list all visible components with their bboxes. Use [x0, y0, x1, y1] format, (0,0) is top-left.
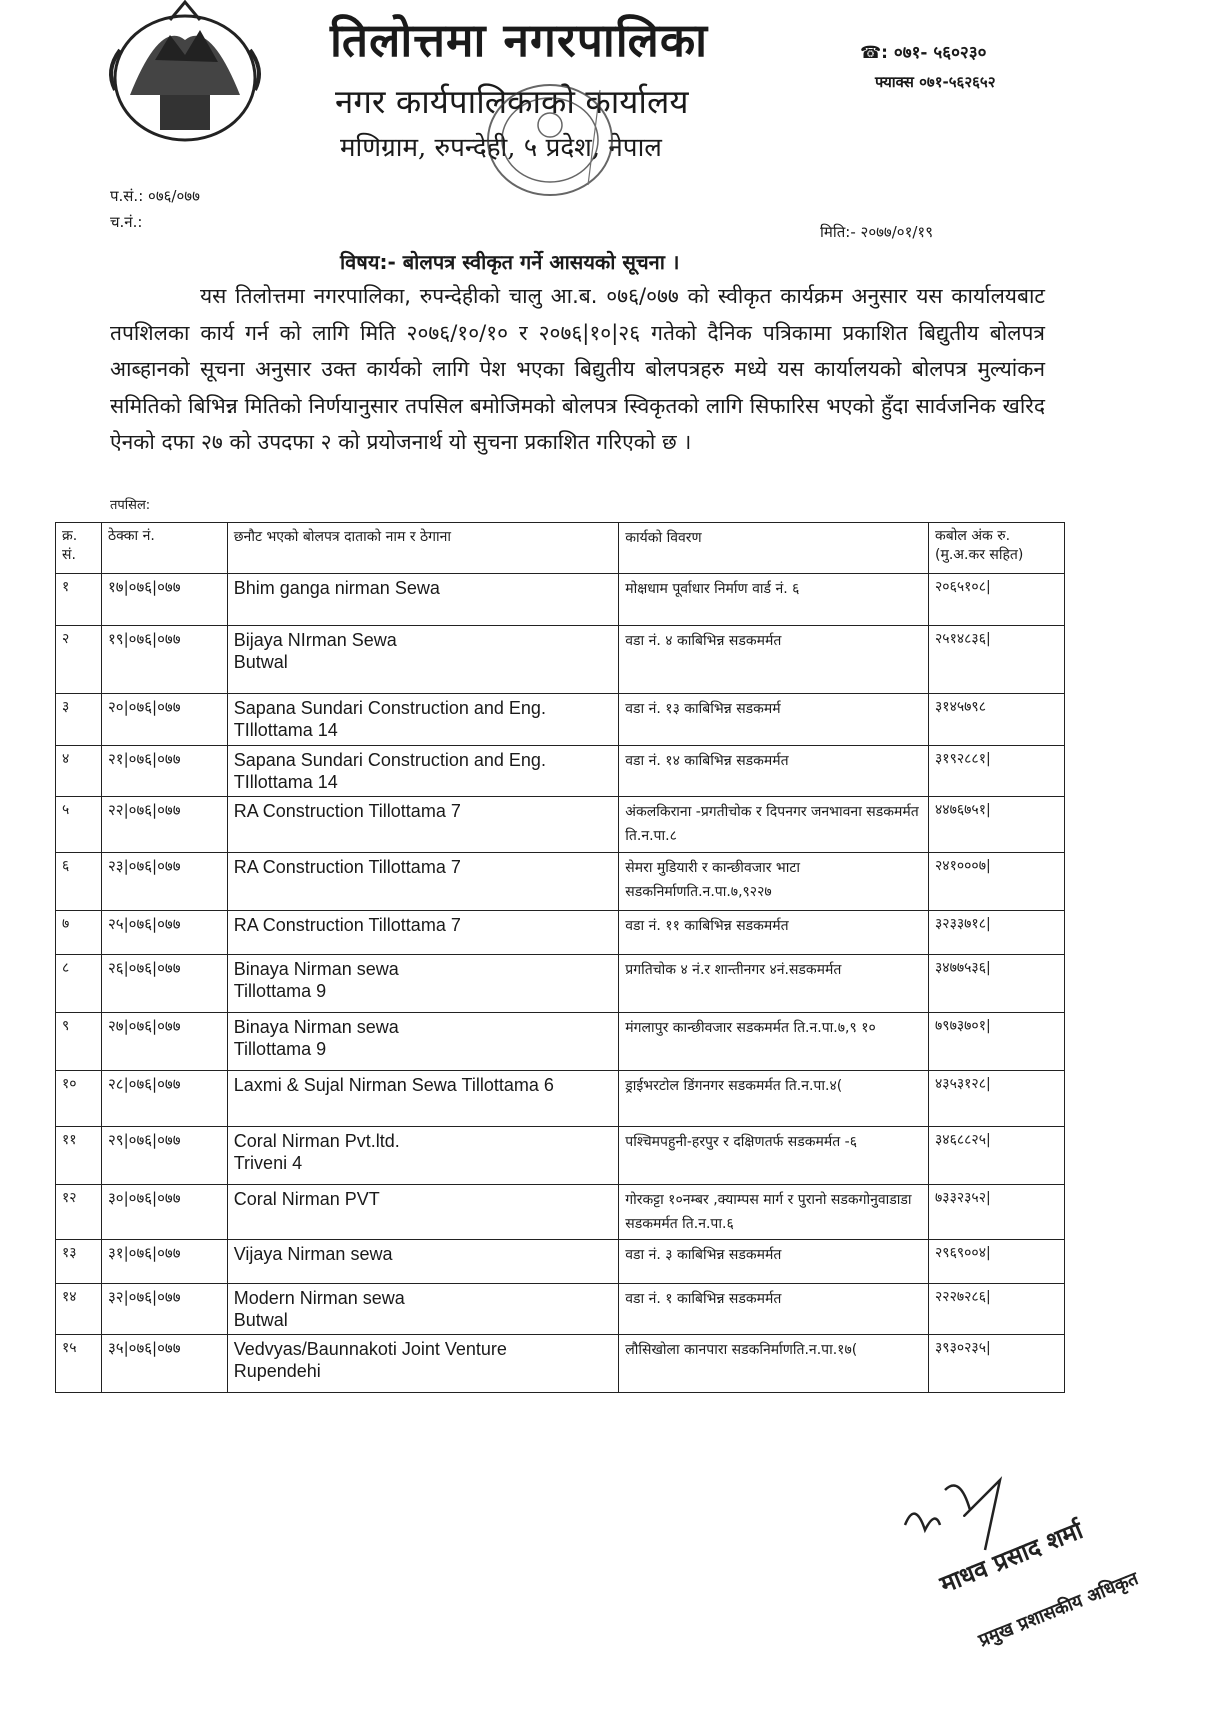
- table-row: [56, 574, 1065, 626]
- row-amount: ७३३२३५२|: [929, 1185, 1065, 1240]
- table-row: [56, 911, 1065, 955]
- row-sn: ७: [56, 911, 102, 955]
- row-amount: २०६५१०८|: [929, 574, 1065, 626]
- table-row: [56, 853, 1065, 911]
- row-amount: ३४७७५३६|: [929, 955, 1065, 1013]
- fax-number: फ्याक्स ०७१-५६२६५२: [875, 73, 996, 91]
- row-bidder: Coral Nirman PVT: [227, 1185, 619, 1240]
- header-bidder: छनौट भएको बोलपत्र दाताको नाम र ठेगाना: [227, 523, 619, 574]
- row-contract-no: ३१|०७६|०७७: [102, 1240, 228, 1284]
- signatory-title: प्रमुख प्रशासकीय अधिकृत: [975, 1568, 1142, 1652]
- row-work-description: प्रगतिचोक ४ नं.र शान्तीनगर ४नं.सडकमर्मत: [619, 955, 929, 1013]
- office-name: नगर कार्यपालिकाको कार्यालय: [335, 82, 689, 121]
- row-bidder: Vedvyas/Baunnakoti Joint Venture Rupendehi: [227, 1335, 619, 1393]
- row-sn: ८: [56, 955, 102, 1013]
- row-work-description: अंकलकिराना -प्रगतीचोक र दिपनगर जनभावना सडकमर्मत ति.न.पा.८: [619, 797, 929, 853]
- notice-body: यस तिलोत्तमा नगरपालिका, रुपन्देहीको चालु आ.ब. ०७६/०७७ को स्वीकृत कार्यक्रम अनुसार यस कार्यालयबाट तपशिलका कार्य गर्न को लागि मिति २०७६/१०/१० र २०७६|१०|२६ गतेको दैनिक पत्रिकामा प्रकाशित बिद्युतीय बोलपत्र आब्हानको सूचना अनुसार उक्त कार्यको लागि पेश भएका बिद्युतीय बोलपत्रहरु मध्ये यस कार्यालयको बोलपत्र मुल्यांकन समितिको बिभिन्न मितिको निर्णयानुसार तपसिल बमोजिमको बोलपत्र स्विकृतको लागि सिफारिस भएको हुँदा सार्वजनिक खरिद ऐनको दफा २७ को उपदफा २ को प्रयोजनार्थ यो सुचना प्रकाशित गरिएको छ ।: [110, 284, 1045, 454]
- row-work-description: सेमरा मुडियारी र कान्छीवजार भाटा सडकनिर्माणति.न.पा.७,९२२७: [619, 853, 929, 911]
- row-bidder: Sapana Sundari Construction and Eng. TIllottama 14: [227, 746, 619, 797]
- row-amount: २५१४८३६|: [929, 626, 1065, 694]
- notice-date: मिति:- २०७७/०१/१९: [820, 223, 934, 241]
- row-contract-no: २३|०७६|०७७: [102, 853, 228, 911]
- table-row: [56, 955, 1065, 1013]
- notice-subject: विषय:- बोलपत्र स्वीकृत गर्ने आसयको सूचना ।: [340, 250, 680, 274]
- row-contract-no: २५|०७६|०७७: [102, 911, 228, 955]
- table-row: [56, 1013, 1065, 1071]
- table-row: [56, 626, 1065, 694]
- row-work-description: वडा नं. ४ काबिभिन्न सडकमर्मत: [619, 626, 929, 694]
- details-label: तपसिल:: [110, 498, 151, 513]
- table-header-row: [56, 523, 1065, 574]
- row-amount: ४४७६७५१|: [929, 797, 1065, 853]
- row-work-description: वडा नं. १४ काबिभिन्न सडकमर्मत: [619, 746, 929, 797]
- row-work-description: लौसिखोला कानपारा सडकनिर्माणति.न.पा.१७(: [619, 1335, 929, 1393]
- row-contract-no: ३५|०७६|०७७: [102, 1335, 228, 1393]
- row-sn: २: [56, 626, 102, 694]
- row-amount: ३१९२८८१|: [929, 746, 1065, 797]
- row-contract-no: ३०|०७६|०७७: [102, 1185, 228, 1240]
- row-amount: ३१४५७९८: [929, 694, 1065, 746]
- row-contract-no: १७|०७६|०७७: [102, 574, 228, 626]
- row-sn: ४: [56, 746, 102, 797]
- table-row: [56, 746, 1065, 797]
- row-sn: ३: [56, 694, 102, 746]
- row-amount: ३४६८८२५|: [929, 1127, 1065, 1185]
- row-bidder: Laxmi & Sujal Nirman Sewa Tillottama 6: [227, 1071, 619, 1127]
- row-amount: ३९३०२३५|: [929, 1335, 1065, 1393]
- row-amount: २९६९००४|: [929, 1240, 1065, 1284]
- row-contract-no: २२|०७६|०७७: [102, 797, 228, 853]
- table-row: [56, 1071, 1065, 1127]
- row-contract-no: २०|०७६|०७७: [102, 694, 228, 746]
- row-bidder: Binaya Nirman sewa Tillottama 9: [227, 955, 619, 1013]
- row-work-description: गोरकट्टा १०नम्बर ,क्याम्पस मार्ग र पुरानो सडकगोनुवाडाडा सडकमर्मत ति.न.पा.६: [619, 1185, 929, 1240]
- row-work-description: वडा नं. ३ काबिभिन्न सडकमर्मत: [619, 1240, 929, 1284]
- row-sn: १४: [56, 1284, 102, 1335]
- bid-acceptance-table: [55, 522, 1065, 1393]
- row-amount: ४३५३१२८|: [929, 1071, 1065, 1127]
- row-contract-no: ३२|०७६|०७७: [102, 1284, 228, 1335]
- table-row: [56, 1127, 1065, 1185]
- row-sn: १: [56, 574, 102, 626]
- row-bidder: RA Construction Tillottama 7: [227, 911, 619, 955]
- office-address: मणिग्राम, रुपन्देही, ५ प्रदेश, नेपाल: [340, 133, 662, 163]
- header-sn: क्र. सं.: [56, 523, 102, 574]
- row-bidder: RA Construction Tillottama 7: [227, 797, 619, 853]
- row-sn: ६: [56, 853, 102, 911]
- table-row: [56, 694, 1065, 746]
- municipality-title: तिलोत्तमा नगरपालिका: [330, 13, 709, 67]
- header-amount: कबोल अंक रु. (मु.अ.कर सहित): [929, 523, 1065, 574]
- table-row: [56, 797, 1065, 853]
- row-sn: १०: [56, 1071, 102, 1127]
- row-bidder: Bijaya NIrman Sewa Butwal: [227, 626, 619, 694]
- row-sn: ९: [56, 1013, 102, 1071]
- row-sn: १२: [56, 1185, 102, 1240]
- row-bidder: Vijaya Nirman sewa: [227, 1240, 619, 1284]
- table-row: [56, 1284, 1065, 1335]
- row-sn: ५: [56, 797, 102, 853]
- row-bidder: RA Construction Tillottama 7: [227, 853, 619, 911]
- phone-number: ☎: ०७१- ५६०२३०: [860, 43, 987, 63]
- row-contract-no: २९|०७६|०७७: [102, 1127, 228, 1185]
- row-bidder: Sapana Sundari Construction and Eng. TIllottama 14: [227, 694, 619, 746]
- row-contract-no: २१|०७६|०७७: [102, 746, 228, 797]
- row-bidder: Bhim ganga nirman Sewa: [227, 574, 619, 626]
- row-bidder: Binaya Nirman sewa Tillottama 9: [227, 1013, 619, 1071]
- row-contract-no: १९|०७६|०७७: [102, 626, 228, 694]
- row-work-description: वडा नं. १३ काबिभिन्न सडकमर्म: [619, 694, 929, 746]
- row-work-description: मंगलापुर कान्छीवजार सडकमर्मत ति.न.पा.७,९ १०: [619, 1013, 929, 1071]
- row-contract-no: २७|०७६|०७७: [102, 1013, 228, 1071]
- signatory-name: माधव प्रसाद शर्मा: [936, 1516, 1087, 1599]
- dispatch-number: च.नं.:: [110, 213, 143, 231]
- row-work-description: पश्चिमपहुनी-हरपुर र दक्षिणतर्फ सडकमर्मत -६: [619, 1127, 929, 1185]
- table-row: [56, 1185, 1065, 1240]
- row-amount: २२२७२८६|: [929, 1284, 1065, 1335]
- row-contract-no: २६|०७६|०७७: [102, 955, 228, 1013]
- row-amount: २४१०००७|: [929, 853, 1065, 911]
- row-bidder: Modern Nirman sewa Butwal: [227, 1284, 619, 1335]
- row-sn: १५: [56, 1335, 102, 1393]
- reference-number: प.सं.: ०७६/०७७: [110, 187, 200, 205]
- table-row: [56, 1335, 1065, 1393]
- header-contract-no: ठेक्का नं.: [102, 523, 228, 574]
- row-work-description: वडा नं. ११ काबिभिन्न सडकमर्मत: [619, 911, 929, 955]
- row-work-description: मोक्षधाम पूर्वाधार निर्माण वार्ड नं. ६: [619, 574, 929, 626]
- row-amount: ७९७३७०१|: [929, 1013, 1065, 1071]
- row-sn: १३: [56, 1240, 102, 1284]
- office-stamp: [470, 70, 650, 220]
- row-work-description: वडा नं. १ काबिभिन्न सडकमर्मत: [619, 1284, 929, 1335]
- row-amount: ३२३३७१८|: [929, 911, 1065, 955]
- row-sn: ११: [56, 1127, 102, 1185]
- row-contract-no: २८|०७६|०७७: [102, 1071, 228, 1127]
- row-work-description: ड्राईभरटोल डिंगनगर सडकमर्मत ति.न.पा.४(: [619, 1071, 929, 1127]
- row-bidder: Coral Nirman Pvt.ltd. Triveni 4: [227, 1127, 619, 1185]
- nepal-emblem-logo: [100, 0, 270, 150]
- table-row: [56, 1240, 1065, 1284]
- header-work-description: कार्यको विवरण: [619, 523, 929, 574]
